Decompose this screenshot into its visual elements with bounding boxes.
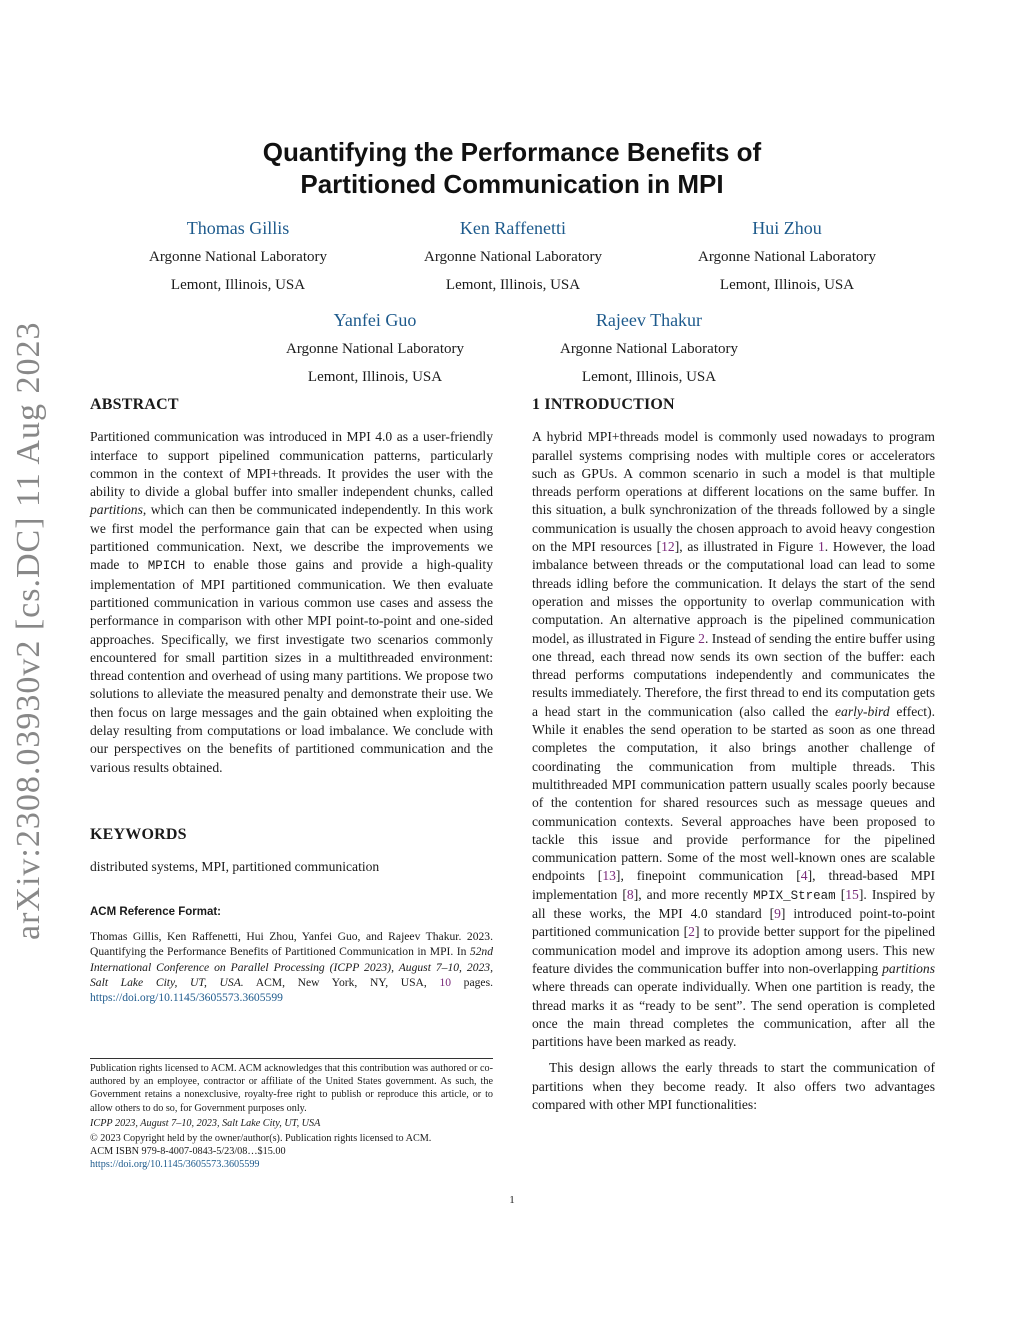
author-block [245, 309, 505, 386]
paper-title [0, 136, 1024, 200]
author-name[interactable]: Rajeev Thakur [595, 310, 703, 330]
acm-reference-section [90, 905, 493, 1005]
page-number: 1 [509, 1194, 515, 1206]
abstract-section [90, 396, 493, 777]
author-block [519, 309, 779, 386]
arxiv-identifier: arXiv:2308.03930v2 [cs.DC] 11 Aug 2023 [10, 321, 47, 940]
author-name[interactable]: Ken Raffenetti [459, 218, 567, 238]
citation-link[interactable]: 13 [602, 868, 616, 884]
acm-reference-heading: ACM Reference Format: [90, 906, 221, 918]
copyright-line: © 2023 Copyright held by the owner/author(s). Publication rights licensed to ACM. [90, 1133, 432, 1145]
footnote-section [90, 1062, 493, 1172]
abstract-text: Partitioned communication was introduced in MPI 4.0 as a user-friendly interface to support pipelined communication patterns, particularly common in the context of MPI+threads. It provides the user with the ability to divide a global buffer into smaller independent chunks, called partitions, which can then be communicated independently. In this work we first model the performance gain that can be expected when using partitioned communication. Next, we describe the improvements we made to MPICH to enable those gains and provide a high-quality implementation of MPI partitioned communication. We then evaluate partitioned communication in various common use cases and assess the performance in comparison with other MPI point-to-point and one-sided approaches. Specifically, we first investigate two scenarios commonly encountered for small partition sizes in a multithreaded environment: thread contention and overhead of using many partitions. We propose two solutions to alleviate the measured penalty and demonstrate their use. We then focus on large messages and the gain obtained when exploiting the delay resulting from computations or load imbalance. We conclude with our perspectives on the benefits of partitioned communication and the various results obtained. [90, 429, 493, 775]
keywords-heading: KEYWORDS [90, 826, 187, 843]
author-affiliation: Argonne National Laboratory [559, 341, 738, 357]
author-location: Lemont, Illinois, USA [445, 277, 581, 293]
introduction-heading: 1 INTRODUCTION [532, 396, 675, 413]
citation-link[interactable]: 8 [626, 886, 634, 902]
author-affiliation: Argonne National Laboratory [148, 249, 327, 265]
author-name[interactable]: Yanfei Guo [333, 310, 417, 330]
footnote-doi-link[interactable]: https://doi.org/10.1145/3605573.3605599 [90, 1159, 260, 1171]
author-block [657, 217, 917, 294]
author-location: Lemont, Illinois, USA [170, 277, 306, 293]
author-location: Lemont, Illinois, USA [719, 277, 855, 293]
acm-reference-text: Thomas Gillis, Ken Raffenetti, Hui Zhou, Yanfei Guo, and Rajeev Thakur. 2023. Quantifying the Performance Benefits of Partitioned Communication in MPI. In 52nd International Conference on Parallel Processing (ICPP 2023), August 7–10, 2023, Salt Lake City, UT, USA. ACM, New York, NY, USA, 10 pages. https://doi.org/10.1145/3605573.3605599 [90, 930, 493, 1005]
author-block [383, 217, 643, 294]
figure-link[interactable]: 1 [817, 539, 825, 555]
keywords-text: distributed systems, MPI, partitioned communication [90, 859, 380, 875]
title-line-2: Partitioned Communication in MPI [300, 169, 724, 199]
introduction-section [532, 396, 935, 1114]
citation-link[interactable]: 12 [661, 539, 675, 555]
author-location: Lemont, Illinois, USA [307, 369, 443, 385]
title-line-1: Quantifying the Performance Benefits of [262, 137, 762, 167]
figure-link[interactable]: 2 [698, 630, 705, 646]
citation-link[interactable]: 4 [800, 868, 808, 884]
keywords-section [90, 826, 493, 877]
author-name[interactable]: Hui Zhou [752, 218, 822, 238]
citation-link[interactable]: 15 [845, 886, 859, 902]
page-count-link[interactable]: 10 [439, 975, 452, 989]
isbn-line: ACM ISBN 979-8-4007-0843-5/23/08…$15.00 [90, 1146, 286, 1158]
author-block [108, 217, 368, 294]
introduction-paragraph-2: This design allows the early threads to start the communication of partitions when they become ready. It also offers two advantages compared with other MPI functionalities: [532, 1060, 935, 1112]
introduction-paragraph-1: A hybrid MPI+threads model is commonly used nowadays to program parallel systems comprising nodes with multiple cores or accelerators such as GPUs. A common scenario in such a model is that multiple threads perform operations at different locations on the same buffer. In this situation, a bulk synchronization of the threads followed by a single communication is usually the chosen approach to avoid heavy congestion on the MPI resources [12], as illustrated in Figure 1. However, the load imbalance between threads or the computational load can lead to some threads idling before the communication. It delays the start of the send operation and misses the opportunity to overlap communication with computation. An alternative approach is the pipelined communication model, as illustrated in Figure 2. Instead of sending the entire buffer using one thread, each thread now sends its own section of the buffer: each thread performs computations independently and communicates the results immediately. Therefore, the first thread to end its computation gets a head start in the communication (also called the early-bird effect). While it enables the send operation to be started as soon as one thread completes the computation, it also brings another challenge of coordinating the communication from multiple threads. This multithreaded MPI communication pattern usually scales poorly because of the contention for shared resources such as message queues and communication contexts. Several approaches have been proposed to tackle this issue and provide performance for the pipelined communication pattern. Some of the most well-known ones are scalable endpoints [13], finepoint communication [4], thread-based MPI implementation [8], and more recently MPIX_Stream [15]. Inspired by all these works, the MPI 4.0 standard [9] introduced point-to-point partitioned communication [2] to provide better support for the pipelined communication model and improve its adoption among users. This new feature divides the communication buffer into non-overlapping partitions where threads can operate individually. When one partition is ready, the thread marks it as “ready to be sent”. The send operation is completed once the main thread completes the communication, after all the partitions have been marked as ready. [532, 429, 936, 1050]
doi-link[interactable]: https://doi.org/10.1145/3605573.3605599 [90, 991, 283, 1005]
citation-link[interactable]: 2 [688, 924, 695, 940]
footnote-divider [90, 1058, 493, 1059]
abstract-heading: ABSTRACT [90, 396, 179, 413]
author-name[interactable]: Thomas Gillis [186, 218, 290, 238]
author-affiliation: Argonne National Laboratory [697, 249, 876, 265]
author-affiliation: Argonne National Laboratory [423, 249, 602, 265]
author-affiliation: Argonne National Laboratory [285, 341, 464, 357]
author-location: Lemont, Illinois, USA [581, 369, 717, 385]
venue-line: ICPP 2023, August 7–10, 2023, Salt Lake City, UT, USA [90, 1117, 321, 1129]
citation-link[interactable]: 9 [774, 906, 781, 922]
rights-notice: Publication rights licensed to ACM. ACM acknowledges that this contribution was authored or co-authored by an employee, contractor or affiliate of the United States government. As such, the Government retains a nonexclusive, royalty-free right to publish or reproduce this article, or to allow others to do so, for Government purposes only. [90, 1063, 493, 1114]
